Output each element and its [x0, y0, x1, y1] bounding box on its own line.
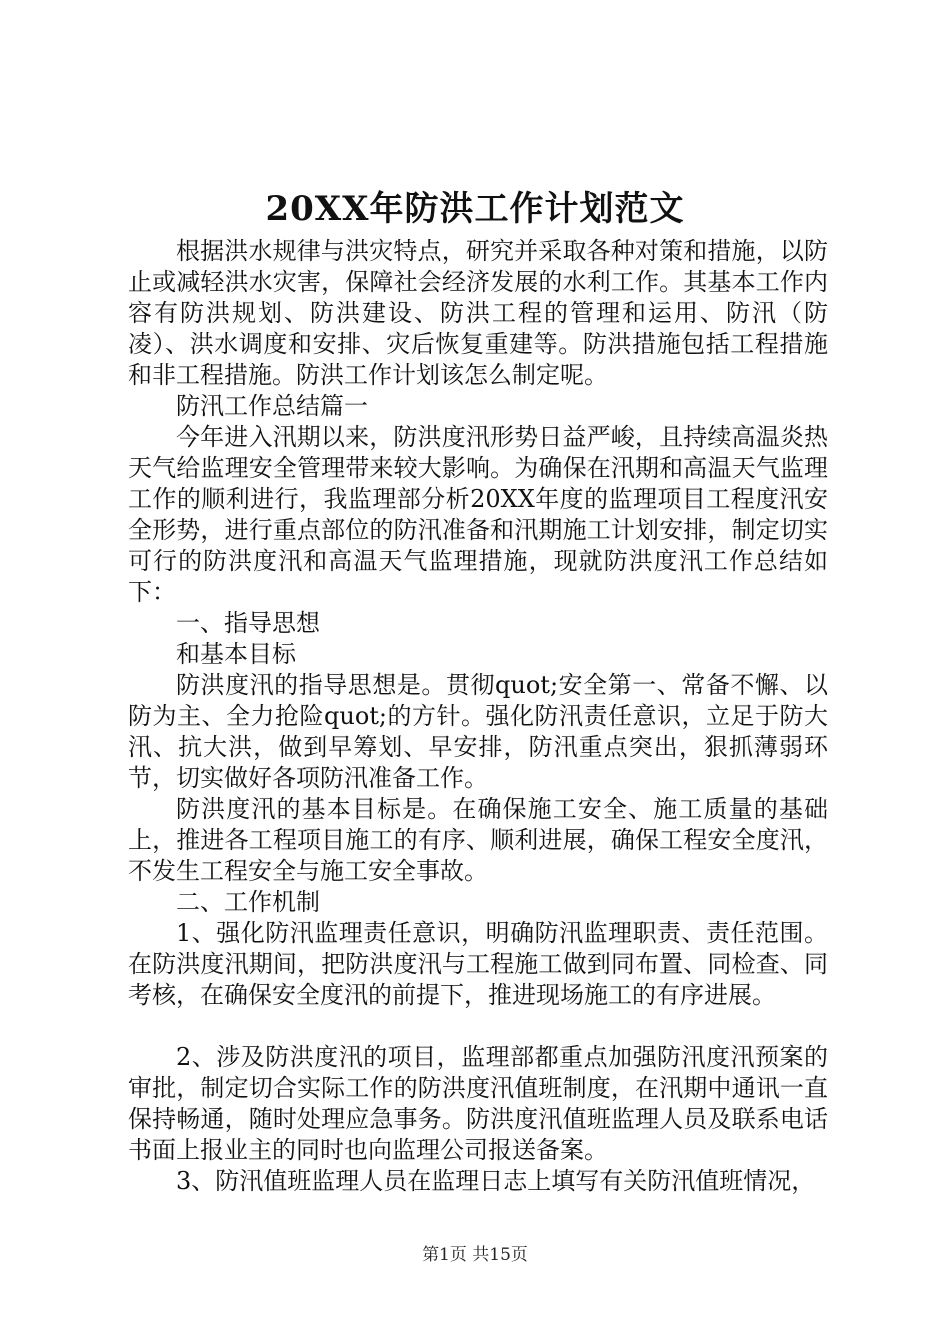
- document-title: 20XX年防洪工作计划范文: [265, 189, 685, 229]
- paragraph-overview: 今年进入汛期以来，防洪度汛形势日益严峻，且持续高温炎热天气给监理安全管理带来较大影响。为确保在汛期和高温天气监理工作的顺利进行，我监理部分析20XX年度的监理项目工程度汛安全形势，进行重点部位的防汛准备和汛期施工计划安排，制定切实可行的防洪度汛和高温天气监理措施，现就防洪度汛工作总结如下：: [128, 423, 828, 606]
- document-body: [128, 236, 828, 1197]
- paragraph-guiding-thought: 防洪度汛的指导思想是。贯彻quot;安全第一、常备不懈、以防为主、全力抢险quot;的方针。强化防汛责任意识，立足于防大汛、抗大洪，做到早筹划、早安排，防汛重点突出，狠抓薄弱环节，切实做好各项防汛准备工作。: [128, 671, 828, 792]
- paragraph-item-2: 2、涉及防洪度汛的项目，监理部都重点加强防汛度汛预案的审批，制定切合实际工作的防洪度汛值班制度，在汛期中通讯一直保持畅通，随时处理应急事务。防洪度汛值班监理人员及联系电话书面上报业主的同时也向监理公司报送备案。: [128, 1043, 828, 1164]
- page-number-footer: 第1页 共15页: [422, 1245, 528, 1265]
- paragraph-item-3: 3、防汛值班监理人员在监理日志上填写有关防汛值班情况，: [176, 1167, 816, 1195]
- section-heading-summary: 防汛工作总结篇一: [176, 392, 368, 420]
- section-heading-work-mechanism: 二、工作机制: [176, 888, 320, 916]
- section-heading-basic-goal: 和基本目标: [176, 640, 296, 668]
- paragraph-basic-goal: 防洪度汛的基本目标是。在确保施工安全、施工质量的基础上，推进各工程项目施工的有序、顺利进展，确保工程安全度汛，不发生工程安全与施工安全事故。: [128, 795, 828, 885]
- paragraph-intro: 根据洪水规律与洪灾特点，研究并采取各种对策和措施，以防止或减轻洪水灾害，保障社会经济发展的水利工作。其基本工作内容有防洪规划、防洪建设、防洪工程的管理和运用、防汛（防凌）、洪水调度和安排、灾后恢复重建等。防洪措施包括工程措施和非工程措施。防洪工作计划该怎么制定呢。: [128, 237, 828, 389]
- paragraph-item-1: 1、强化防汛监理责任意识，明确防汛监理职责、责任范围。在防洪度汛期间，把防洪度汛与工程施工做到同布置、同检查、同考核，在确保安全度汛的前提下，推进现场施工的有序进展。: [128, 919, 828, 1009]
- section-heading-guiding-thought: 一、指导思想: [176, 609, 320, 637]
